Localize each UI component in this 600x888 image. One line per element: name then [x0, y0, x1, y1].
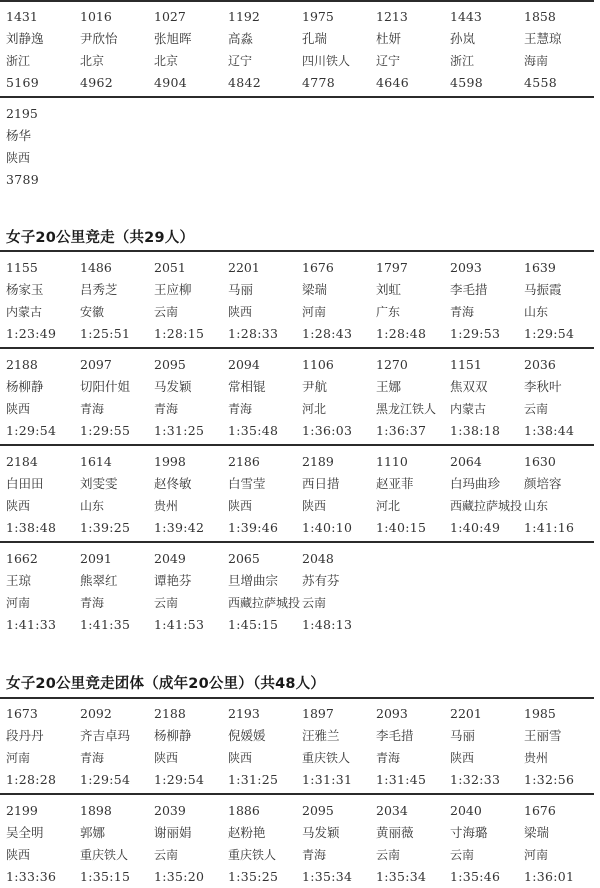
bib-number: 2195: [6, 106, 38, 121]
athlete-name: 王娜: [376, 379, 402, 394]
result-value: 1:39:25: [80, 520, 131, 535]
team-name: 贵州: [524, 751, 549, 765]
bib-number: 2036: [524, 357, 556, 372]
athlete-name: 白玛曲珍: [450, 476, 501, 491]
table-rule: [0, 0, 594, 2]
team-name: 青海: [450, 305, 475, 319]
athlete-entry: [524, 354, 598, 442]
athlete-name: 尹欣怡: [80, 31, 118, 46]
athlete-entry: [450, 6, 524, 94]
result-value: 1:28:28: [6, 772, 57, 787]
team-name: 浙江: [450, 54, 475, 68]
athlete-entry: [524, 703, 598, 791]
athlete-entry: [450, 800, 524, 888]
section-title: 女子20公里竞走（共29人）: [6, 230, 195, 246]
result-value: 5169: [6, 75, 40, 90]
athlete-name: 旦增曲宗: [228, 573, 279, 588]
result-value: 1:40:10: [302, 520, 353, 535]
result-value: 4842: [228, 75, 262, 90]
team-name: 辽宁: [228, 54, 253, 68]
athlete-entry: [154, 354, 228, 442]
result-value: 1:25:51: [80, 326, 131, 341]
athlete-entry: [228, 6, 302, 94]
team-name: 海南: [524, 54, 549, 68]
result-value: 1:36:03: [302, 423, 353, 438]
result-value: 1:38:18: [450, 423, 501, 438]
bib-number: 1897: [302, 706, 334, 721]
result-value: 1:36:01: [524, 869, 575, 884]
athlete-entry: [376, 703, 450, 791]
athlete-name: 谢丽娟: [154, 825, 192, 840]
result-value: 1:28:15: [154, 326, 205, 341]
team-name: 内蒙古: [6, 305, 43, 319]
athlete-entry: [154, 6, 228, 94]
athlete-entry: [228, 451, 302, 539]
athlete-entry: [524, 6, 598, 94]
athlete-name: 杨柳静: [154, 728, 192, 743]
bib-number: 1639: [524, 260, 556, 275]
bib-number: 1106: [302, 357, 334, 372]
team-name: 西藏拉萨城投: [450, 499, 523, 513]
athlete-entry: [524, 257, 598, 345]
bib-number: 2188: [6, 357, 38, 372]
athlete-entry: [302, 6, 376, 94]
bib-number: 2048: [302, 551, 334, 566]
team-name: 河北: [302, 402, 327, 416]
team-name: 青海: [80, 751, 105, 765]
team-name: 云南: [154, 305, 179, 319]
team-name: 河南: [6, 596, 31, 610]
athlete-entry: [6, 800, 80, 888]
athlete-entry: [450, 354, 524, 442]
bib-number: 2193: [228, 706, 260, 721]
bib-number: 1630: [524, 454, 556, 469]
athlete-name: 尹航: [302, 379, 328, 394]
result-value: 1:41:16: [524, 520, 575, 535]
bib-number: 1886: [228, 803, 260, 818]
athlete-name: 李秋叶: [524, 379, 562, 394]
athlete-entry: [376, 800, 450, 888]
result-value: 1:31:25: [154, 423, 205, 438]
table-rule: [0, 793, 594, 795]
team-name: 浙江: [6, 54, 31, 68]
table-rule: [0, 541, 594, 543]
result-value: 1:28:48: [376, 326, 427, 341]
result-value: 1:35:48: [228, 423, 279, 438]
athlete-name: 梁瑞: [302, 282, 328, 297]
bib-number: 2189: [302, 454, 334, 469]
result-value: 1:33:36: [6, 869, 57, 884]
result-value: 1:29:54: [6, 423, 57, 438]
athlete-name: 孔瑞: [302, 31, 328, 46]
team-name: 陕西: [6, 151, 31, 165]
athlete-name: 梁瑞: [524, 825, 550, 840]
result-value: 1:38:48: [6, 520, 57, 535]
team-name: 山东: [524, 305, 549, 319]
bib-number: 1027: [154, 9, 186, 24]
athlete-entry: [80, 703, 154, 791]
bib-number: 2092: [80, 706, 112, 721]
team-name: 青海: [228, 402, 253, 416]
team-name: 广东: [376, 305, 401, 319]
athlete-entry: [376, 451, 450, 539]
athlete-entry: [6, 257, 80, 345]
athlete-name: 赵粉艳: [228, 825, 266, 840]
table-rule: [0, 347, 594, 349]
athlete-name: 杨家玉: [6, 282, 44, 297]
team-name: 内蒙古: [450, 402, 487, 416]
result-value: 1:48:13: [302, 617, 353, 632]
team-name: 北京: [80, 54, 105, 68]
athlete-entry: [80, 6, 154, 94]
athlete-name: 常相锟: [228, 379, 266, 394]
team-name: 陕西: [450, 751, 475, 765]
bib-number: 2097: [80, 357, 112, 372]
athlete-name: 齐吉卓玛: [80, 728, 131, 743]
athlete-entry: [6, 6, 80, 94]
bib-number: 2049: [154, 551, 186, 566]
team-name: 河南: [302, 305, 327, 319]
athlete-name: 焦双双: [450, 379, 488, 394]
team-name: 北京: [154, 54, 179, 68]
result-value: 1:31:31: [302, 772, 353, 787]
team-name: 陕西: [302, 499, 327, 513]
bib-number: 2093: [376, 706, 408, 721]
athlete-entry: [376, 257, 450, 345]
team-name: 青海: [80, 596, 105, 610]
result-value: 1:41:35: [80, 617, 131, 632]
athlete-entry: [450, 451, 524, 539]
bib-number: 2095: [154, 357, 186, 372]
result-value: 3789: [6, 172, 40, 187]
result-value: 1:31:25: [228, 772, 279, 787]
result-value: 1:40:15: [376, 520, 427, 535]
bib-number: 2184: [6, 454, 38, 469]
athlete-name: 刘虹: [376, 282, 402, 297]
team-name: 河南: [524, 848, 549, 862]
table-rule: [0, 697, 594, 699]
result-value: 1:28:43: [302, 326, 353, 341]
bib-number: 2094: [228, 357, 260, 372]
athlete-name: 李毛措: [376, 728, 414, 743]
team-name: 云南: [450, 848, 475, 862]
bib-number: 1662: [6, 551, 38, 566]
result-value: 1:29:55: [80, 423, 131, 438]
bib-number: 2186: [228, 454, 260, 469]
athlete-name: 郭娜: [80, 825, 106, 840]
result-value: 1:36:37: [376, 423, 427, 438]
athlete-name: 吴全明: [6, 825, 44, 840]
bib-number: 1985: [524, 706, 556, 721]
team-name: 安徽: [80, 305, 105, 319]
bib-number: 1898: [80, 803, 112, 818]
result-value: 1:23:49: [6, 326, 57, 341]
athlete-entry: [154, 703, 228, 791]
team-name: 四川铁人: [302, 54, 351, 68]
bib-number: 2040: [450, 803, 482, 818]
athlete-name: 刘静逸: [6, 31, 44, 46]
bib-number: 2093: [450, 260, 482, 275]
result-value: 4778: [302, 75, 336, 90]
athlete-entry: [6, 451, 80, 539]
result-value: 1:35:46: [450, 869, 501, 884]
athlete-entry: [302, 800, 376, 888]
bib-number: 1110: [376, 454, 408, 469]
athlete-entry: [228, 354, 302, 442]
bib-number: 1213: [376, 9, 408, 24]
team-name: 河北: [376, 499, 401, 513]
athlete-entry: [376, 6, 450, 94]
athlete-name: 高淼: [228, 31, 254, 46]
bib-number: 1016: [80, 9, 112, 24]
table-rule: [0, 96, 594, 98]
result-value: 1:31:45: [376, 772, 427, 787]
athlete-name: 赵亚菲: [376, 476, 414, 491]
result-value: 1:38:44: [524, 423, 575, 438]
athlete-name: 切阳什姐: [80, 379, 131, 394]
team-name: 云南: [154, 596, 179, 610]
athlete-entry: [154, 800, 228, 888]
result-value: 4646: [376, 75, 410, 90]
section-title: 女子20公里竞走团体（成年20公里）（共48人）: [6, 676, 326, 692]
athlete-name: 张旭晖: [154, 31, 192, 46]
athlete-entry: [6, 548, 80, 636]
athlete-entry: [302, 354, 376, 442]
bib-number: 1270: [376, 357, 408, 372]
result-value: 4962: [80, 75, 114, 90]
result-value: 1:39:42: [154, 520, 205, 535]
athlete-name: 白田田: [6, 476, 44, 491]
team-name: 陕西: [228, 305, 253, 319]
athlete-entry: [80, 800, 154, 888]
athlete-name: 马丽: [228, 282, 254, 297]
result-value: 1:39:46: [228, 520, 279, 535]
bib-number: 1486: [80, 260, 112, 275]
bib-number: 1673: [6, 706, 38, 721]
result-value: 1:41:53: [154, 617, 205, 632]
result-value: 1:29:54: [524, 326, 575, 341]
bib-number: 2051: [154, 260, 186, 275]
athlete-name: 白雪莹: [228, 476, 266, 491]
athlete-entry: [228, 800, 302, 888]
athlete-name: 熊翠红: [80, 573, 118, 588]
team-name: 陕西: [228, 499, 253, 513]
athlete-entry: [302, 548, 376, 636]
athlete-entry: [376, 354, 450, 442]
athlete-name: 颜培容: [524, 476, 562, 491]
result-value: 1:35:34: [376, 869, 427, 884]
athlete-name: 赵佟敏: [154, 476, 192, 491]
team-name: 青海: [154, 402, 179, 416]
athlete-name: 马发颖: [302, 825, 340, 840]
athlete-entry: [6, 103, 80, 191]
team-name: 青海: [80, 402, 105, 416]
team-name: 河南: [6, 751, 31, 765]
bib-number: 2039: [154, 803, 186, 818]
bib-number: 1975: [302, 9, 334, 24]
team-name: 陕西: [6, 499, 31, 513]
result-value: 1:45:15: [228, 617, 279, 632]
athlete-entry: [524, 800, 598, 888]
athlete-entry: [302, 703, 376, 791]
bib-number: 2201: [228, 260, 260, 275]
bib-number: 1998: [154, 454, 186, 469]
athlete-name: 倪媛媛: [228, 728, 266, 743]
table-rule: [0, 444, 594, 446]
athlete-entry: [302, 451, 376, 539]
team-name: 重庆铁人: [228, 848, 277, 862]
team-name: 云南: [524, 402, 549, 416]
team-name: 重庆铁人: [80, 848, 129, 862]
athlete-name: 黄丽薇: [376, 825, 414, 840]
bib-number: 2064: [450, 454, 482, 469]
athlete-name: 汪雅兰: [302, 728, 340, 743]
team-name: 陕西: [228, 751, 253, 765]
bib-number: 2095: [302, 803, 334, 818]
bib-number: 2091: [80, 551, 112, 566]
athlete-name: 谭艳芬: [154, 573, 192, 588]
athlete-entry: [302, 257, 376, 345]
athlete-name: 杨华: [6, 128, 32, 143]
athlete-entry: [154, 257, 228, 345]
team-name: 重庆铁人: [302, 751, 351, 765]
bib-number: 1676: [524, 803, 556, 818]
athlete-entry: [6, 703, 80, 791]
athlete-entry: [80, 354, 154, 442]
result-value: 1:35:34: [302, 869, 353, 884]
bib-number: 2188: [154, 706, 186, 721]
bib-number: 1443: [450, 9, 482, 24]
athlete-name: 李毛措: [450, 282, 488, 297]
bib-number: 1676: [302, 260, 334, 275]
athlete-entry: [154, 548, 228, 636]
team-name: 陕西: [154, 751, 179, 765]
team-name: 黑龙江铁人: [376, 402, 437, 416]
result-value: 4558: [524, 75, 558, 90]
athlete-name: 马丽: [450, 728, 476, 743]
athlete-name: 王应柳: [154, 282, 192, 297]
athlete-entry: [228, 548, 302, 636]
team-name: 云南: [154, 848, 179, 862]
athlete-name: 寸海璐: [450, 825, 488, 840]
team-name: 山东: [524, 499, 549, 513]
bib-number: 1192: [228, 9, 260, 24]
athlete-entry: [524, 451, 598, 539]
team-name: 青海: [376, 751, 401, 765]
bib-number: 1431: [6, 9, 38, 24]
team-name: 辽宁: [376, 54, 401, 68]
team-name: 陕西: [6, 402, 31, 416]
bib-number: 1797: [376, 260, 408, 275]
bib-number: 2065: [228, 551, 260, 566]
athlete-name: 马发颖: [154, 379, 192, 394]
result-value: 1:41:33: [6, 617, 57, 632]
athlete-entry: [80, 548, 154, 636]
bib-number: 1151: [450, 357, 482, 372]
team-name: 云南: [302, 596, 327, 610]
result-value: 1:35:15: [80, 869, 131, 884]
bib-number: 2201: [450, 706, 482, 721]
team-name: 西藏拉萨城投: [228, 596, 301, 610]
athlete-name: 王琼: [6, 573, 32, 588]
bib-number: 2199: [6, 803, 38, 818]
team-name: 陕西: [6, 848, 31, 862]
athlete-entry: [80, 257, 154, 345]
team-name: 贵州: [154, 499, 179, 513]
athlete-name: 王丽雪: [524, 728, 562, 743]
result-value: 4598: [450, 75, 484, 90]
athlete-name: 苏有芬: [302, 573, 340, 588]
athlete-name: 刘雯雯: [80, 476, 118, 491]
athlete-name: 孙岚: [450, 31, 476, 46]
bib-number: 1858: [524, 9, 556, 24]
athlete-entry: [154, 451, 228, 539]
team-name: 云南: [376, 848, 401, 862]
athlete-name: 杨柳静: [6, 379, 44, 394]
result-value: 1:35:25: [228, 869, 279, 884]
athlete-name: 吕秀芝: [80, 282, 118, 297]
bib-number: 2034: [376, 803, 408, 818]
athlete-name: 王慧琼: [524, 31, 562, 46]
athlete-name: 段丹丹: [6, 728, 44, 743]
team-name: 青海: [302, 848, 327, 862]
bib-number: 1155: [6, 260, 38, 275]
bib-number: 1614: [80, 454, 112, 469]
result-value: 1:29:54: [80, 772, 131, 787]
athlete-entry: [450, 703, 524, 791]
table-rule: [0, 250, 594, 252]
result-value: 1:29:54: [154, 772, 205, 787]
athlete-entry: [6, 354, 80, 442]
result-value: 1:40:49: [450, 520, 501, 535]
result-value: 1:29:53: [450, 326, 501, 341]
athlete-name: 杜妍: [376, 31, 402, 46]
athlete-entry: [228, 703, 302, 791]
athlete-entry: [228, 257, 302, 345]
athlete-name: 西日措: [302, 476, 340, 491]
result-value: 4904: [154, 75, 188, 90]
athlete-name: 马振霞: [524, 282, 562, 297]
athlete-entry: [450, 257, 524, 345]
athlete-entry: [80, 451, 154, 539]
result-value: 1:28:33: [228, 326, 279, 341]
result-value: 1:35:20: [154, 869, 205, 884]
team-name: 山东: [80, 499, 105, 513]
result-value: 1:32:33: [450, 772, 501, 787]
result-value: 1:32:56: [524, 772, 575, 787]
